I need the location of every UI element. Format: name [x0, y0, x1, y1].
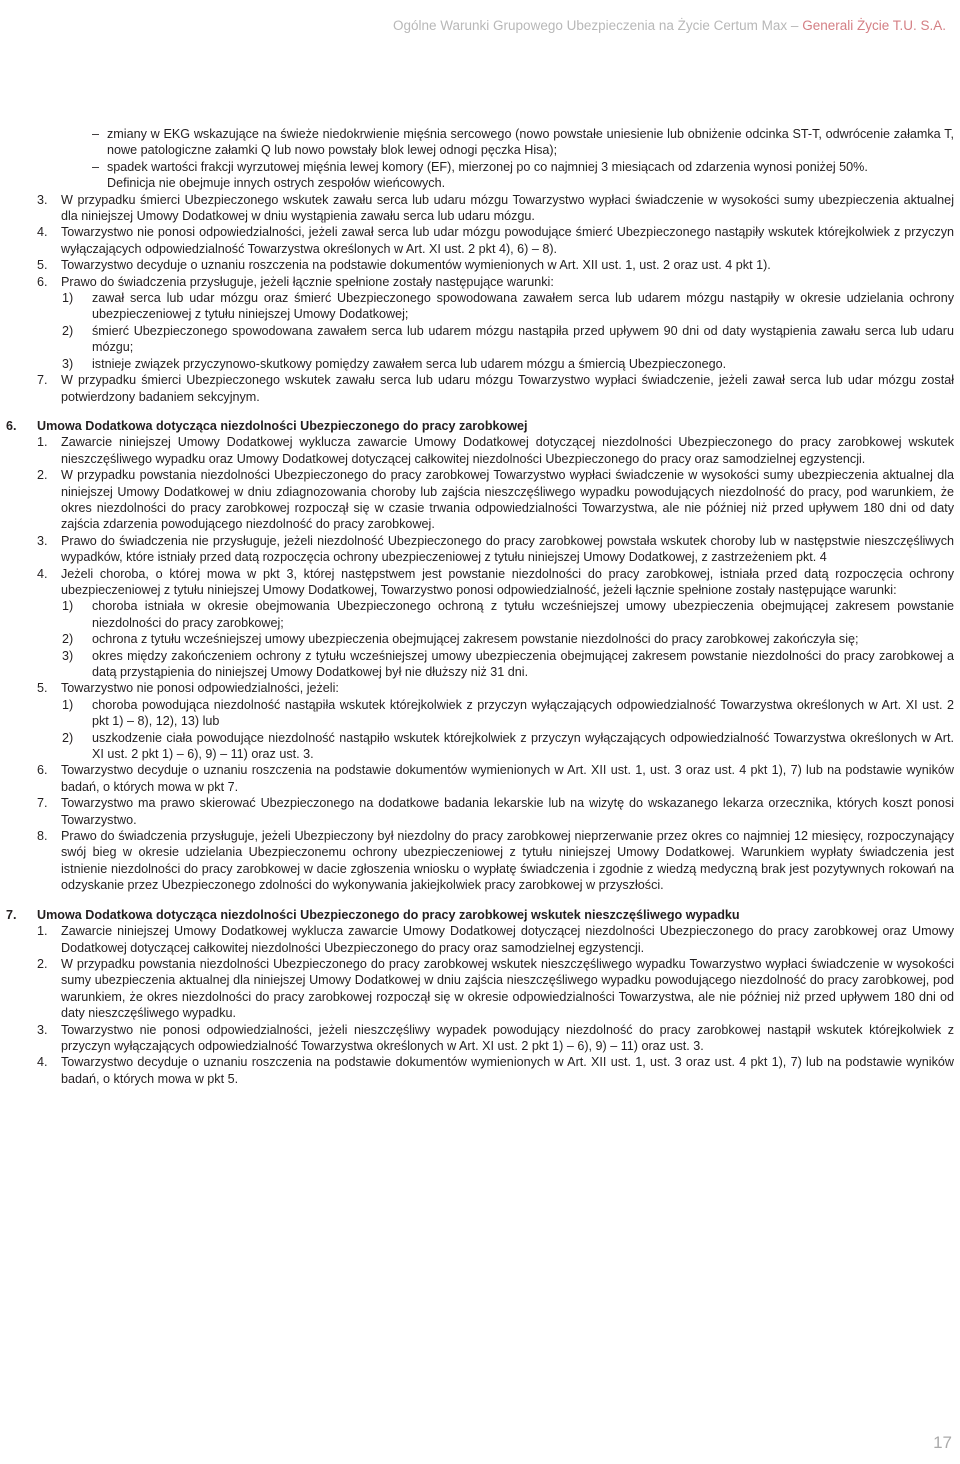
section-number: 6. — [6, 418, 17, 433]
dash-marker: – — [92, 159, 100, 174]
item-text: Prawo do świadczenia przysługuje, jeżeli Ubezpieczony był niezdolny do pracy zarobkowej nieprzerwanie przez okres co najmniej 12 miesięcy, rozpoczynający swój bieg w okresie udzielania Ubezpieczonemu ochrony ubezpieczeniowej z tytułu niniejszej Umowy Dodatkowej. Warunkiem wypłaty świadczenia jest istnienie niezdolności do pracy zarobkowej w dacie zgłoszenia wniosku o wypłatę świadczenia i zgodnie z wiedzą medyczną brak jest pozytywnych rokowań na odzyskanie przez Ubezpieczonego zdolności do wykonywania jakiejkolwiek pracy zarobkowej w przyszłości. — [61, 829, 954, 893]
sub-item-number: 3) — [62, 356, 74, 371]
numbered-item — [28, 1022, 954, 1055]
sub-item-text: choroba powodująca niezdolność nastąpiła wskutek którejkolwiek z przyczyn wyłączających odpowiedzialność Towarzystwa określonych w Art. XI ust. 2 pkt 1) – 8), 12), 13) lub — [92, 697, 954, 729]
dash-item — [28, 159, 954, 175]
section-7-heading — [6, 907, 954, 923]
sub-item-text: choroba istniała w okresie obejmowania Ubezpieczonego ochroną z tytułu wcześniejszej umowy ubezpieczenia obejmującej zakresem powstanie niezdolności do pracy zarobkowej; — [92, 599, 954, 630]
item-text: Prawo do świadczenia nie przysługuje, jeżeli niezdolność Ubezpieczonego do pracy zarobkowej powstała wskutek choroby lub w następstwie nieszczęśliwych wypadków, które istniały przed datą rozpoczęcia ochrony ubezpieczeniowej z tytułu niniejszej Umowy Dodatkowej, z zastrzeżeniem pkt. 4 — [61, 533, 954, 565]
insurer-name: Generali Życie T.U. S.A. — [802, 18, 946, 33]
item-text: Zawarcie niniejszej Umowy Dodatkowej wyklucza zawarcie Umowy Dodatkowej dotyczącej niezdolności Ubezpieczonego do pracy zarobkowej oraz Umowy Dodatkowej dotyczącej całkowitej niezdolności Ubezpieczonego do pracy oraz samodzielnej egzystencji. — [61, 924, 954, 955]
numbered-item — [28, 762, 954, 795]
sub-item-number: 1) — [62, 291, 74, 306]
item-number: 3. — [37, 192, 48, 207]
section-6-heading — [6, 418, 954, 434]
item-text: Towarzystwo decyduje o uznaniu roszczenia na podstawie dokumentów wymienionych w Art. XII ust. 1, ust. 2 oraz ust. 4 pkt 1). — [61, 258, 771, 273]
item-text: Jeżeli choroba, o której mowa w pkt 3, której następstwem jest powstanie niezdolności do pracy zarobkowej, istniała przed datą rozpoczęcia ochrony ubezpieczeniowej z tytułu niniejszej Umowy Dodatkowej, Towarzystwo ponosi odpowiedzialność, jeżeli łącznie spełnione zostały następujące warunki: — [61, 566, 954, 597]
sub-item-text: ochrona z tytułu wcześniejszej umowy ubezpieczenia obejmującej zakresem powstanie niezdolności do pracy zarobkowej zakończyła się; — [92, 632, 859, 647]
item-number: 2. — [37, 468, 48, 483]
item-text: Zawarcie niniejszej Umowy Dodatkowej wyklucza zawarcie Umowy Dodatkowej dotyczącej niezdolności Ubezpieczonego do pracy zarobkowej wskutek nieszczęśliwego wypadku oraz Umowy Dodatkowej dotyczącej całkowitej niezdolności Ubezpieczonego do pracy oraz samodzielnej egzystencji. — [61, 435, 954, 466]
sub-item-number: 1) — [62, 697, 74, 712]
item-number: 8. — [37, 829, 48, 844]
dash-text: spadek wartości frakcji wyrzutowej mięśnia lewej komory (EF), mierzonej po co najmniej 3 miesiącach od zdarzenia wynosi poniżej 50%. — [107, 159, 868, 174]
item-text: W przypadku śmierci Ubezpieczonego wskutek zawału serca lub udaru mózgu Towarzystwo wypłaci świadczenie w wysokości sumy ubezpieczenia aktualnej dla niniejszej Umowy Dodatkowej w dniu wystąpienia zawału serca lub udaru mózgu. — [61, 192, 954, 224]
sub-item-text: okres między zakończeniem ochrony z tytułu wcześniejszej umowy ubezpieczenia obejmującej zakresem powstanie niezdolności do pracy zarobkowej a datą przystąpienia do niniejszej Umowy Dodatkowej był nie dłuższy niż 31 dni. — [92, 648, 954, 679]
numbered-item — [28, 224, 954, 257]
sub-item-text: zawał serca lub udar mózgu oraz śmierć Ubezpieczonego spowodowana zawałem serca lub udarem mózgu nastąpiły w okresie udzielania ochrony ubezpieczeniowej z tytułu niniejszej Umowy Dodatkowej; — [92, 291, 954, 322]
sub-item-number: 2) — [62, 323, 74, 338]
page-number: 17 — [933, 1433, 952, 1452]
sub-item — [28, 697, 954, 730]
item-number: 6. — [37, 763, 48, 778]
item-text: Towarzystwo nie ponosi odpowiedzialności, jeżeli: — [61, 681, 339, 696]
numbered-item — [28, 923, 954, 956]
sub-item — [28, 290, 954, 323]
sub-item-number: 1) — [62, 599, 74, 614]
numbered-item — [28, 372, 954, 405]
previous-section-items — [28, 192, 954, 405]
numbered-item — [28, 956, 954, 1022]
sub-item — [28, 730, 954, 763]
section-title: Umowa Dodatkowa dotycząca niezdolności Ubezpieczonego do pracy zarobkowej — [37, 418, 528, 433]
section-title: Umowa Dodatkowa dotycząca niezdolności Ubezpieczonego do pracy zarobkowej wskutek nieszczęśliwego wypadku — [37, 907, 740, 922]
numbered-item — [28, 434, 954, 467]
sub-item-text: istnieje związek przyczynowo-skutkowy pomiędzy zawałem serca lub udarem mózgu a śmiercią Ubezpieczonego. — [92, 356, 727, 371]
definition-note: Definicja nie obejmuje innych ostrych zespołów wieńcowych. — [107, 176, 446, 191]
sub-item — [28, 356, 954, 372]
numbered-item — [28, 192, 954, 225]
numbered-item — [28, 566, 954, 599]
item-number: 4. — [37, 1055, 48, 1070]
item-text: W przypadku śmierci Ubezpieczonego wskutek zawału serca lub udaru mózgu Towarzystwo wypłaci świadczenie, jeżeli zawał serca lub udar mózgu został potwierdzony badaniem sekcyjnym. — [61, 373, 954, 404]
item-number: 3. — [37, 533, 48, 548]
section-6-items — [28, 434, 954, 893]
section-number: 7. — [6, 907, 17, 922]
sub-item — [28, 631, 954, 647]
numbered-item — [28, 680, 954, 696]
sub-item-text: śmierć Ubezpieczonego spowodowana zawałem serca lub udarem mózgu nastąpiła przed upływem 90 dni od daty wystąpienia zawału serca lub udaru mózgu; — [92, 323, 954, 355]
sub-item — [28, 323, 954, 356]
item-text: Towarzystwo ma prawo skierować Ubezpieczonego na dodatkowe badania lekarskie lub na wizytę do wskazanego lekarza orzecznika, których koszt ponosi Towarzystwo. — [61, 796, 954, 827]
numbered-item — [28, 795, 954, 828]
numbered-item — [28, 257, 954, 273]
item-text: Prawo do świadczenia przysługuje, jeżeli łącznie spełnione zostały następujące warunki: — [61, 274, 554, 289]
item-number: 2. — [37, 956, 48, 971]
item-number: 4. — [37, 566, 48, 581]
sub-item — [28, 598, 954, 631]
numbered-item — [28, 1054, 954, 1087]
sub-item — [28, 648, 954, 681]
item-text: Towarzystwo decyduje o uznaniu roszczenia na podstawie dokumentów wymienionych w Art. XII ust. 1, ust. 3 oraz ust. 4 pkt 1), 7) lub na podstawie wyników badań, o których mowa w pkt 5. — [61, 1055, 954, 1086]
numbered-item — [28, 467, 954, 533]
item-text: Towarzystwo decyduje o uznaniu roszczenia na podstawie dokumentów wymienionych w Art. XII ust. 1, ust. 3 oraz ust. 4 pkt 1), 7) lub na podstawie wyników badań, o których mowa w pkt 7. — [61, 763, 954, 794]
item-number: 7. — [37, 796, 48, 811]
numbered-item — [28, 828, 954, 894]
sub-item-number: 2) — [62, 632, 74, 647]
sub-item-number: 3) — [62, 648, 74, 663]
running-header — [393, 18, 946, 33]
item-text: W przypadku powstania niezdolności Ubezpieczonego do pracy zarobkowej Towarzystwo wypłaci świadczenie w wysokości sumy ubezpieczenia aktualnej dla niniejszej Umowy Dodatkowej w dniu zdiagnozowania choroby lub zajścia nieszczęśliwego wypadku powodujących niezdolność do pracy, pod warunkiem, że okres niezdolności do pracy zarobkowej rozpoczął się w czasie trwania odpowiedzialności Towarzystwa, ale nie później niż przed upływem 180 dni od daty zajścia zdarzenia powodującego niezdolność do pracy zarobkowej. — [61, 468, 954, 532]
item-text: W przypadku powstania niezdolności Ubezpieczonego do pracy zarobkowej wskutek nieszczęśliwego wypadku Towarzystwo wypłaci świadczenie w wysokości sumy ubezpieczenia aktualnej dla niniejszej Umowy Dodatkowej w dniu zajścia nieszczęśliwego wypadku powodującego niezdolność do pracy zarobkowej, pod warunkiem, że okres niezdolności do pracy zarobkowej rozpoczął się w okresie odpowiedzialności Towarzystwa, ale nie później niż przed upływem 180 dni od daty nieszczęśliwego wypadku. — [61, 956, 954, 1021]
item-number: 7. — [37, 373, 48, 388]
document-title: Ogólne Warunki Grupowego Ubezpieczenia na Życie Certum Max – — [393, 18, 803, 33]
item-text: Towarzystwo nie ponosi odpowiedzialności, jeżeli nieszczęśliwy wypadek powodujący niezdolność do pracy zarobkowej nastąpił wskutek którejkolwiek z przyczyn wyłączających odpowiedzialność Towarzystwa określonych w Art. XI ust. 2 pkt 1) – 6), 9) – 11) oraz ust. 3. — [61, 1022, 954, 1053]
item-number: 1. — [37, 924, 48, 939]
dash-text: zmiany w EKG wskazujące na świeże niedokrwienie mięśnia sercowego (nowo powstałe uniesienie lub obniżenie odcinka ST-T, odwrócenie załamka T, nowe patologiczne załamki Q lub nowo powstały blok lewej odnogi pęczka Hisa); — [107, 127, 954, 158]
item-number: 6. — [37, 274, 48, 289]
document-body — [6, 126, 954, 1087]
section-7-items — [28, 923, 954, 1087]
item-number: 5. — [37, 258, 48, 273]
item-number: 5. — [37, 681, 48, 696]
numbered-item — [28, 274, 954, 290]
sub-item-number: 2) — [62, 730, 74, 745]
numbered-item — [28, 533, 954, 566]
dash-item — [28, 126, 954, 159]
item-number: 4. — [37, 225, 48, 240]
item-text: Towarzystwo nie ponosi odpowiedzialności, jeżeli zawał serca lub udar mózgu powodujące śmierć Ubezpieczonego nastąpiły wskutek którejkolwiek z przyczyn wyłączających odpowiedzialność Towarzystwa określonych w Art. XI ust. 2 pkt 4), 6) – 8). — [61, 225, 954, 256]
dash-marker: – — [92, 127, 100, 141]
item-number: 3. — [37, 1022, 48, 1037]
item-number: 1. — [37, 435, 48, 450]
sub-item-text: uszkodzenie ciała powodujące niezdolność nastąpiło wskutek którejkolwiek z przyczyn wyłączających odpowiedzialność Towarzystwa określonych w Art. XI ust. 2 pkt 1) – 6), 9) – 11) oraz ust. 3. — [92, 730, 954, 762]
dash-list — [28, 126, 954, 175]
